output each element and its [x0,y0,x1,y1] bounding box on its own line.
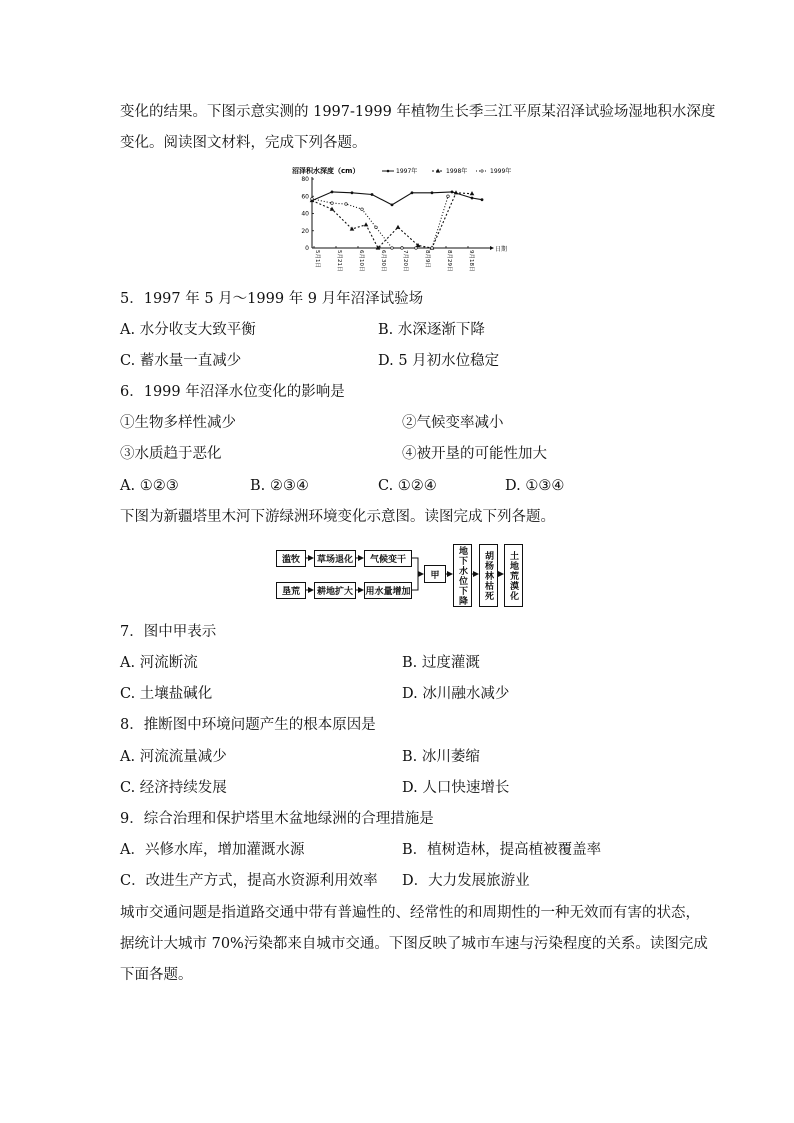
chart-point [481,198,484,201]
q9-option-d: D．大力发展旅游业 [402,873,530,889]
chart-point [391,247,394,250]
legend-marker [387,170,390,173]
chart-point [431,247,434,250]
flow-box-poplar-death: 胡杨林枯死 [479,544,498,607]
chart-point [401,247,404,250]
q7-option-a: A. 河流断流 [120,655,198,671]
q8-stem: 8．推断图中环境问题产生的根本原因是 [120,717,376,733]
chart-point [391,203,394,206]
chart-x-arrow [490,246,494,250]
flow-box-land-reclamation: 垦荒 [276,582,306,599]
chart-series-line [312,193,472,248]
chart-x-tick-label: 5月21日 [336,250,342,272]
chart-point [371,193,374,196]
q6-item-3: ③水质趋于恶化 [120,446,222,462]
chart-point [431,191,434,194]
intro-2: 下图为新疆塔里木河下游绿洲环境变化示意图。读图完成下列各题。 [120,509,555,525]
q7-option-b: B. 过度灌溉 [402,655,480,671]
legend-marker [481,170,483,172]
chart-x-tick-label: 7月20日 [402,250,408,272]
chart-point [331,202,334,205]
q7-option-d: D. 冰川融水减少 [402,686,510,702]
q9-option-a: A．兴修水库，增加灌溉水源 [120,842,305,858]
chart-point [350,227,355,231]
chart-point [311,198,314,201]
intro-3-line-2: 据统计大城市 70%污染都来自城市交通。下图反映了城市车速与污染程度的关系。读图完成 [120,936,708,952]
chart-ylabel: 沼泽积水深度（cm） [292,167,360,175]
q6-stem: 6．1999 年沼泽水位变化的影响是 [120,384,345,400]
chart-y-tick-label: 40 [301,210,309,218]
tarim-flow-diagram [270,540,530,612]
chart-y-tick-label: 20 [301,227,309,235]
chart-x-tick-label: 9月18日 [468,250,474,272]
flow-box-climate-drying: 气候变干 [364,550,412,567]
q6-option-a: A. ①②③ [120,478,179,494]
q5-option-a: A. 水分收支大致平衡 [120,322,256,338]
chart-point [361,208,364,211]
water-depth-chart [290,162,515,282]
legend-label: 1999年 [490,168,512,175]
chart-point [351,191,354,194]
chart-x-tick-label: 8月29日 [446,250,452,272]
intro-1-line-1: 变化的结果。下图示意实测的 1997-1999 年植物生长季三江平原某沼泽试验场湿地积水深度 [120,104,716,120]
chart-series [310,190,484,249]
flow-box-overgrazing: 滥牧 [276,550,306,567]
q6-item-2: ②气候变率减小 [402,415,504,431]
chart-point [345,203,348,206]
chart-y-tick-label: 60 [301,193,309,201]
q5-option-d: D. 5 月初水位稳定 [378,353,500,369]
q8-option-a: A. 河流流量减少 [120,749,227,765]
q5-option-c: C. 蓄水量一直减少 [120,353,242,369]
chart-point [447,195,450,198]
chart-point [415,247,418,250]
intro-3-line-3: 下面各题。 [120,967,193,983]
intro-1-line-2: 变化。阅读图文材料，完成下列各题。 [120,135,367,151]
q9-option-c: C．改进生产方式，提高水资源利用效率 [120,873,378,889]
chart-point [375,226,378,229]
flow-box-desertification: 土地荒漠化 [504,544,523,607]
intro-3-line-1: 城市交通问题是指道路交通中带有普遍性的、经常性的和周期性的一种无效而有害的状态， [120,905,700,921]
chart-y-tick-label: 80 [301,176,309,183]
chart-point [364,222,369,226]
chart-point [331,191,334,194]
flow-box-water-use-increase: 用水量增加 [364,582,412,599]
q5-option-b: B. 水深逐渐下降 [378,322,485,338]
chart-legend [382,167,511,175]
q8-option-d: D. 人口快速增长 [402,780,510,796]
q7-option-c: C. 土壤盐碱化 [120,686,213,702]
q9-stem: 9．综合治理和保护塔里木盆地绿洲的合理措施是 [120,811,434,827]
q6-option-b: B. ②③④ [250,478,309,494]
legend-label: 1997年 [396,168,418,175]
q6-item-1: ①生物多样性减少 [120,415,236,431]
chart-x-tick-label: 6月10日 [358,250,364,272]
legend-label: 1998年 [446,168,468,175]
q9-option-b: B．植树造林，提高植被覆盖率 [402,842,602,858]
flow-box-groundwater-decline: 地下水位下降 [453,544,472,607]
chart-point [471,197,474,200]
q7-stem: 7．图中甲表示 [120,624,217,640]
chart-xlabel: 日期 [495,246,508,253]
q6-option-c: C. ①②④ [378,478,437,494]
q5-stem: 5．1997 年 5 月～1999 年 9 月年沼泽试验场 [120,291,424,307]
chart-point [451,191,454,194]
chart-point [470,191,475,195]
q8-option-b: B. 冰川萎缩 [402,749,480,765]
q6-option-d: D. ①③④ [505,478,565,494]
q6-item-4: ④被开垦的可能性加大 [402,446,547,462]
chart-point [411,191,414,194]
chart-x-tick-label: 8月9日 [424,250,430,268]
flow-box-grassland-degradation: 草场退化 [314,550,356,567]
chart-x-tick-label: 6月30日 [380,250,386,272]
flow-box-jia: 甲 [424,565,446,583]
chart-y-tick-label: 0 [305,245,309,252]
chart-axes [301,176,507,272]
flow-box-farmland-expansion: 耕地扩大 [314,582,356,599]
q8-option-c: C. 经济持续发展 [120,780,227,796]
chart-point [396,225,401,229]
chart-x-tick-label: 5月1日 [314,250,320,268]
